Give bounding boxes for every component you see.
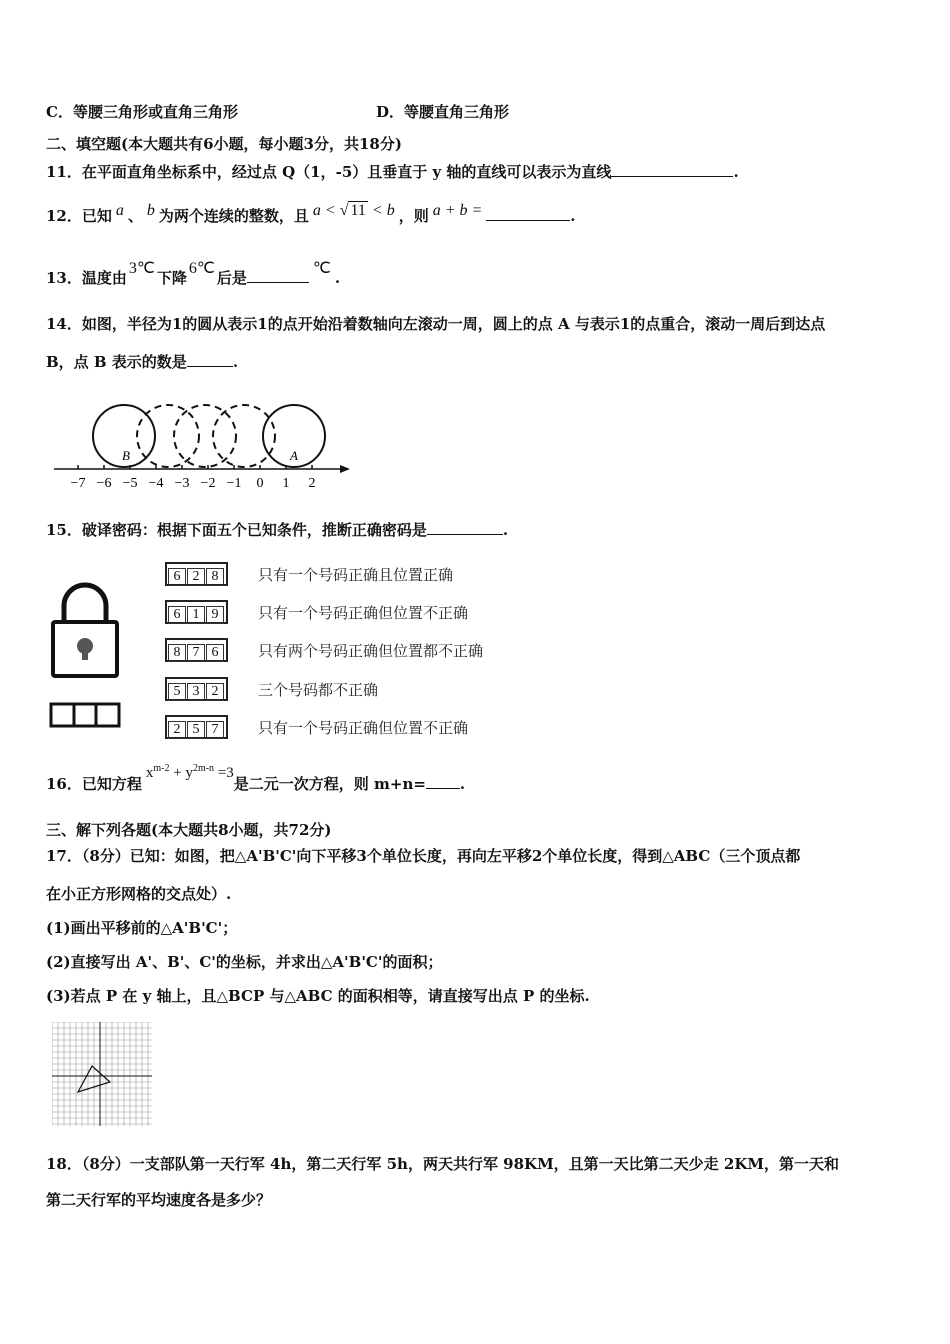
circle-rolling-3 [137, 405, 199, 467]
q12-end: . [570, 207, 576, 225]
q12-sum: a + b = [432, 202, 483, 219]
q12-sep: 、 [127, 207, 143, 225]
q12-pre: 12．已知 [46, 207, 112, 225]
axis-tick-label: −3 [174, 476, 190, 491]
q13-pre: 13．温度由 [46, 269, 127, 287]
question-17-line1: 17．（8分）已知：如图，把△A'B'C'向下平移3个单位长度，再向左平移2个单位长度，得到△ABC（三个顶点都 [46, 847, 801, 865]
q15-blank[interactable] [427, 520, 503, 535]
axis-tick-label: −7 [70, 476, 86, 491]
section-3-heading: 三、解下列各题(本大题共8小题，共72分) [46, 821, 332, 839]
clue-digit: 8 [168, 644, 186, 662]
axis-tick-label: −2 [200, 476, 216, 491]
question-15 [46, 520, 508, 540]
clue-digit: 6 [168, 606, 186, 624]
question-17-part2: (2)直接写出 A'、B'、C'的坐标，并求出△A'B'C'的面积； [46, 953, 443, 971]
q12-ineq-a: a < [312, 202, 336, 219]
clue-digit: 3 [187, 683, 205, 701]
clue-digit: 8 [206, 568, 224, 586]
clue-row [165, 638, 484, 662]
question-14-line1: 14．如图，半径为1的圆从表示1的点开始沿着数轴向左滚动一周，圆上的点 A 与表示1的点重合，滚动一周后到达点 [46, 315, 826, 333]
clue-row [165, 715, 469, 739]
question-17-line2: 在小正方形网格的交点处）. [46, 885, 232, 903]
coordinate-grid-figure [52, 1022, 152, 1126]
clue-text: 只有一个号码正确且位置正确 [258, 566, 454, 584]
padlock-icon [48, 580, 124, 730]
q12-inequality: a < √ 11 < b [312, 202, 395, 219]
question-13 [46, 260, 341, 289]
q12-blank[interactable] [486, 206, 570, 221]
question-17-part1: (1)画出平移前的△A'B'C'； [46, 919, 238, 937]
q16-plus: + [173, 765, 182, 781]
clue-digit: 1 [187, 606, 205, 624]
clue-digits [165, 715, 228, 739]
q13-mid: 下降 [156, 269, 187, 287]
clue-text: 只有一个号码正确但位置不正确 [258, 604, 469, 622]
axis-tick-label: 0 [256, 476, 264, 491]
axis-tick-label: −4 [148, 476, 164, 491]
clue-digit: 9 [206, 606, 224, 624]
q14-blank[interactable] [187, 352, 233, 367]
question-14-line2 [46, 352, 238, 372]
q11-blank[interactable] [611, 162, 733, 177]
point-a-label: A [290, 448, 298, 463]
clue-digit: 7 [187, 644, 205, 662]
q11-end: . [733, 163, 739, 181]
clue-row [165, 562, 454, 586]
q13-unit: ℃ [312, 260, 331, 277]
q15-end: . [502, 521, 509, 539]
clue-text: 只有两个号码正确但位置都不正确 [258, 642, 484, 660]
q16-end: . [459, 775, 466, 793]
question-17-part3: (3)若点 P 在 y 轴上，且△BCP 与△ABC 的面积相等，请直接写出点 P 的坐标. [46, 987, 590, 1005]
q12-var-b: b [146, 202, 155, 219]
clue-digit: 6 [206, 644, 224, 662]
question-18-line1: 18．（8分）一支部队第一天行军 4h，第二天行军 5h，两天共行军 98KM，且第一天比第二天少走 2KM，第一天和 [46, 1155, 839, 1173]
number-line-arrow [340, 465, 350, 473]
q16-equation [146, 765, 234, 781]
q14-line2-text: B，点 B 表示的数是 [46, 353, 187, 371]
circle-rolling-2 [174, 405, 236, 467]
q13-end: . [334, 269, 341, 287]
clue-digits [165, 562, 228, 586]
q16-blank[interactable] [426, 774, 460, 789]
clue-digit: 2 [168, 721, 186, 739]
clue-digit: 2 [206, 683, 224, 701]
question-16 [46, 763, 466, 797]
clue-row [165, 677, 379, 701]
question-12 [46, 202, 576, 227]
q16-x-exponent: m-2 [153, 763, 170, 774]
q13-temp-drop: 6℃ [188, 260, 215, 277]
clue-digit: 5 [168, 683, 186, 701]
circle-rolling-1 [213, 405, 275, 467]
q13-temp-start: 3℃ [128, 260, 155, 277]
axis-tick-label: −6 [96, 476, 112, 491]
q15-text: 15．破译密码：根据下面五个已知条件，推断正确密码是 [46, 521, 427, 539]
q12-var-a: a [115, 202, 124, 219]
q12-then: ，则 [398, 207, 429, 225]
axis-tick-label: 2 [308, 476, 316, 491]
point-b-label: B [122, 448, 130, 463]
question-18-line2: 第二天行军的平均速度各是多少？ [46, 1191, 272, 1209]
q11-text: 11．在平面直角坐标系中，经过点 Q（1，-5）且垂直于 y 轴的直线可以表示为直线 [46, 163, 612, 181]
clue-digits [165, 677, 228, 701]
clue-text: 只有一个号码正确但位置不正确 [258, 719, 469, 737]
section-2-heading: 二、填空题(本大题共有6小题，每小题3分，共18分) [46, 135, 402, 153]
q16-y: y [185, 765, 193, 781]
question-11 [46, 162, 739, 182]
option-c: C．等腰三角形或直角三角形 [46, 103, 238, 121]
q13-post: 后是 [216, 269, 247, 287]
q16-y-exponent: 2m-n [192, 763, 215, 774]
clue-text: 三个号码都不正确 [258, 681, 379, 699]
clue-digits [165, 600, 228, 624]
axis-tick-label: 1 [282, 476, 290, 491]
clue-digit: 5 [187, 721, 205, 739]
clue-digit: 6 [168, 568, 186, 586]
q16-equals: =3 [217, 765, 234, 781]
q13-blank[interactable] [247, 268, 309, 283]
clue-row [165, 600, 469, 624]
grid-lines [52, 1022, 152, 1126]
q14-end: . [232, 353, 239, 371]
clue-digits [165, 638, 228, 662]
q16-pre: 16．已知方程 [46, 775, 142, 793]
rolling-circle-figure [50, 398, 355, 492]
q12-mid: 为两个连续的整数，且 [158, 207, 309, 225]
q16-post: 是二元一次方程，则 m+n= [233, 775, 426, 793]
axis-tick-label: −1 [226, 476, 242, 491]
q12-ineq-b: < b [371, 202, 395, 219]
q16-x: x [145, 765, 154, 781]
option-d: D．等腰直角三角形 [376, 103, 510, 121]
q12-radicand: 11 [350, 202, 366, 219]
clue-digit: 7 [206, 721, 224, 739]
clue-digit: 2 [187, 568, 205, 586]
axis-tick-label: −5 [122, 476, 138, 491]
